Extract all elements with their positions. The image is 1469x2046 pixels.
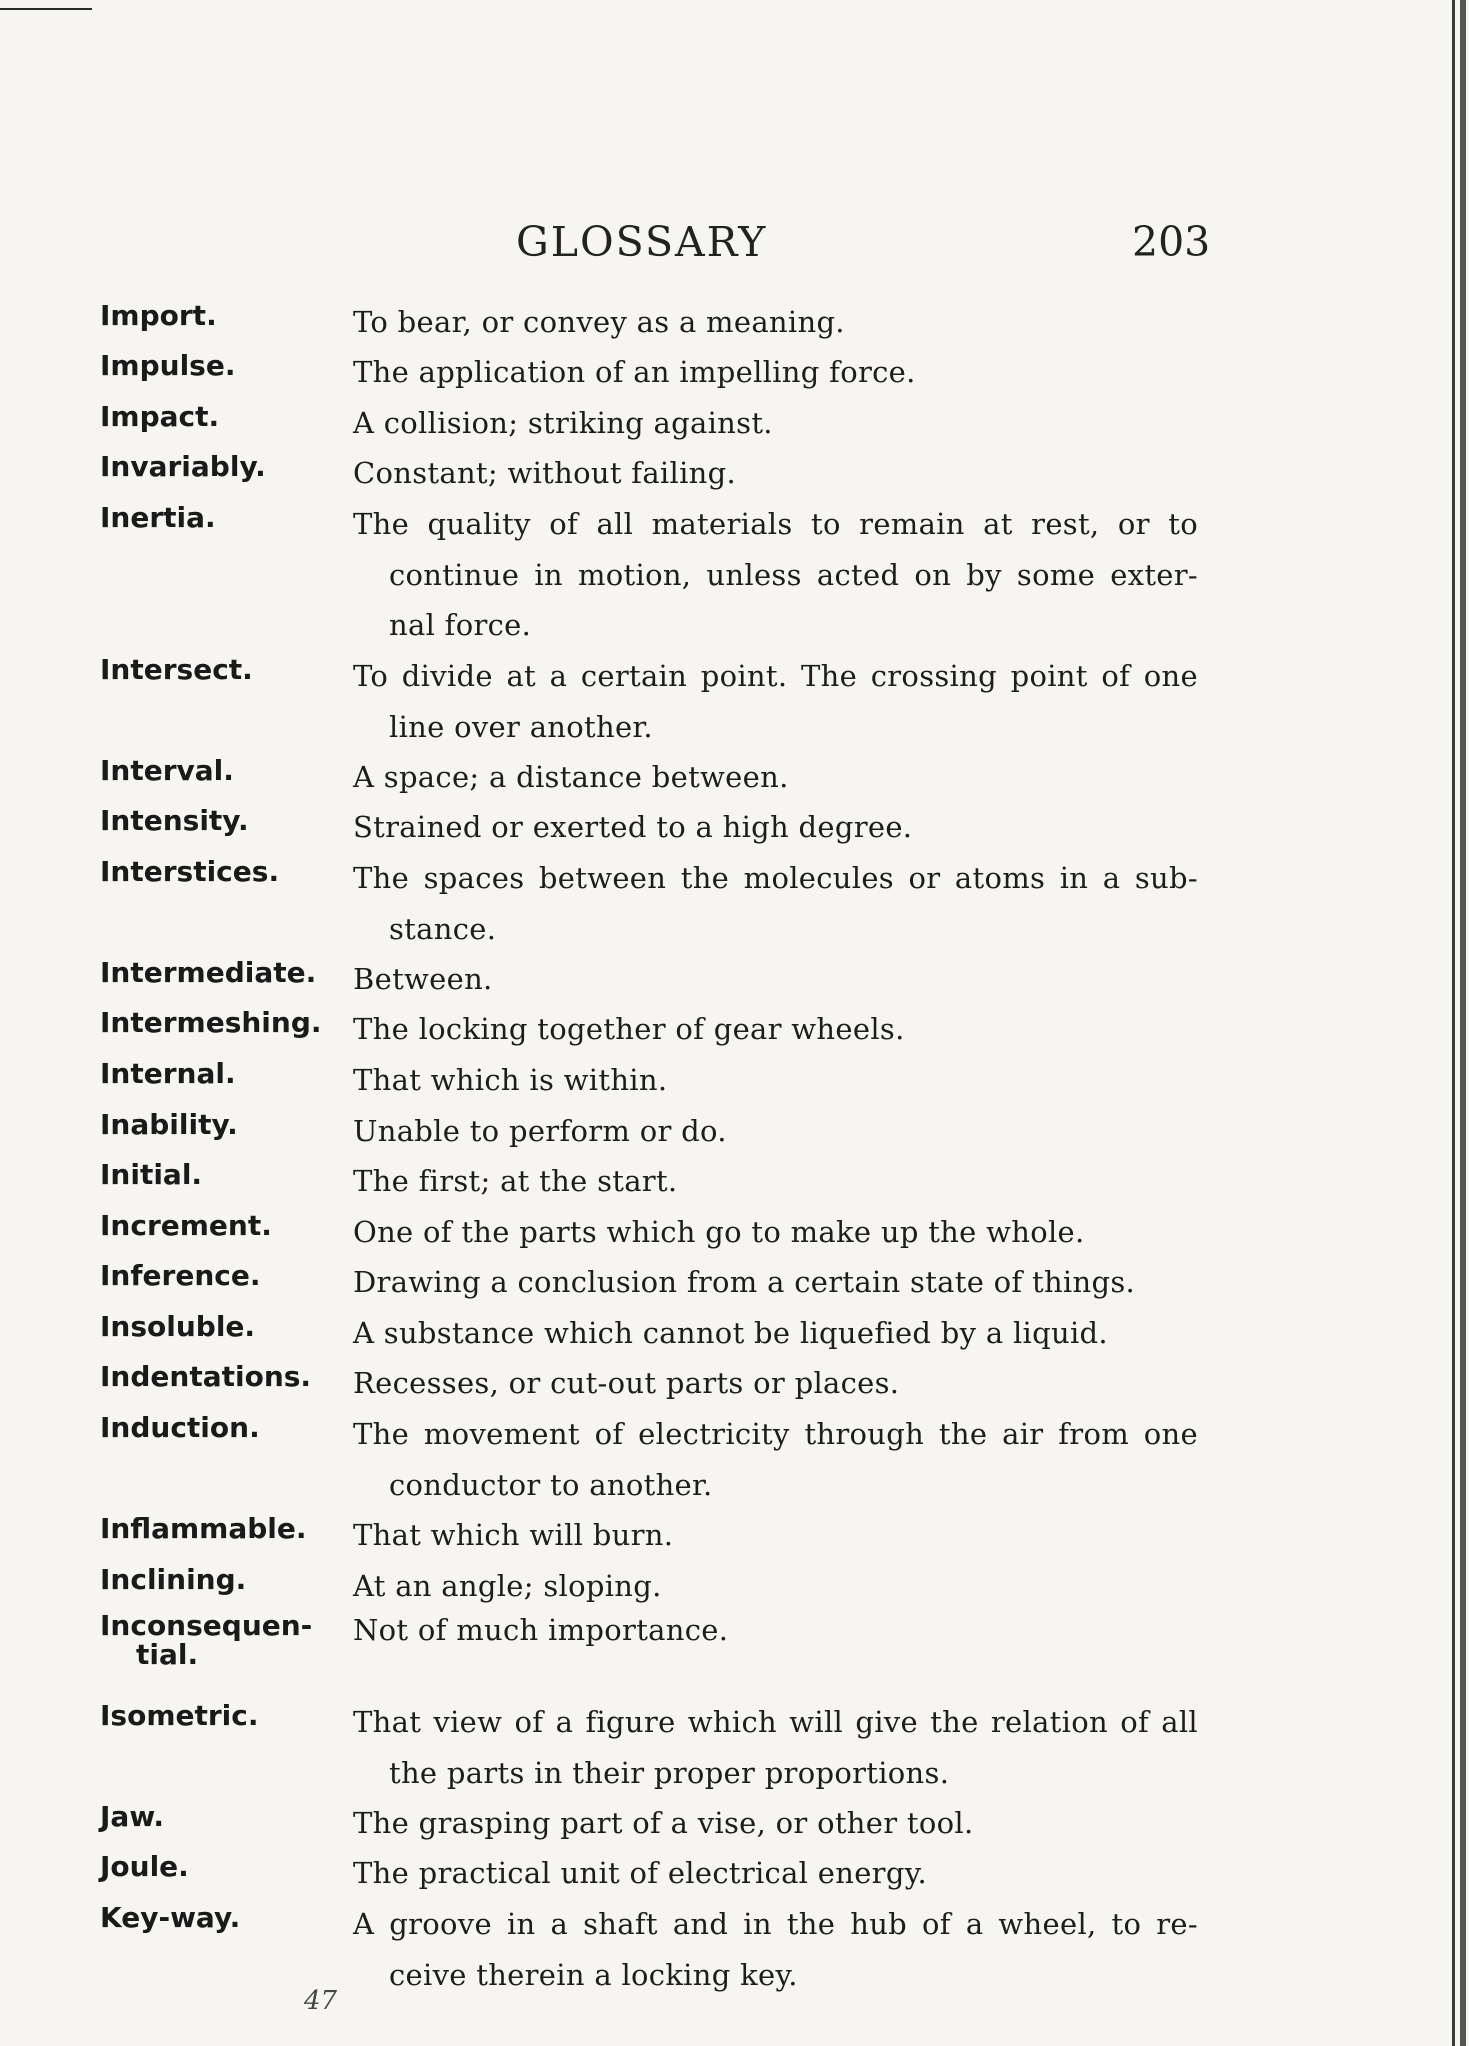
glossary-definition: Constant; without failing. [353,456,737,490]
glossary-term: Insoluble. [100,1310,256,1343]
glossary-definition: The practical unit of electrical energy. [353,1856,928,1890]
glossary-term: Induction. [100,1411,260,1444]
glossary-term: Key-way. [100,1901,241,1934]
glossary-term: Inability. [100,1108,238,1141]
glossary-term: Interval. [100,754,234,787]
glossary-definition: The grasping part of a vise, or other tool. [353,1806,974,1840]
glossary-term: Intersect. [100,653,253,686]
glossary-term: Jaw. [100,1800,165,1833]
glossary-definition: That which is within. [353,1063,668,1097]
glossary-definition: A space; a distance between. [353,760,789,794]
glossary-definition: At an angle; sloping. [353,1569,662,1603]
glossary-term: Impulse. [100,349,236,382]
glossary-definition: That view of a figure which will give the relation of all the parts in their proper proportions. [353,1705,1198,1790]
glossary-definition: The application of an impelling force. [353,355,916,389]
glossary-term: Import. [100,299,217,332]
corner-rule [0,8,92,10]
glossary-term: Inference. [100,1259,261,1292]
glossary-definition: The spaces between the molecules or atoms in a sub-stance. [353,861,1198,946]
glossary-term: Intermediate. [100,956,317,989]
glossary-definition: One of the parts which go to make up the whole. [353,1215,1085,1249]
glossary-term: Joule. [100,1850,189,1883]
glossary-term-line2: tial. [136,1638,199,1671]
running-head [0,218,1469,278]
glossary-definition: The locking together of gear wheels. [353,1012,905,1046]
glossary-term: Increment. [100,1209,272,1242]
glossary-definition: Drawing a conclusion from a certain state of things. [353,1265,1136,1299]
glossary-term: Inertia. [100,501,216,534]
binding-gutter-inner [1460,0,1466,2046]
glossary-definition: A collision; striking against. [353,406,773,440]
glossary-term: Internal. [100,1057,236,1090]
glossary-term: Intensity. [100,804,249,837]
glossary-definition: Strained or exerted to a high degree. [353,810,913,844]
binding-gutter [1452,0,1455,2046]
glossary-definition: The first; at the start. [353,1164,678,1198]
glossary-definition: That which will burn. [353,1518,674,1552]
page-title: GLOSSARY [516,218,768,266]
glossary-definition: The quality of all materials to remain at rest, or to continue in motion, unless acted on by some exter-nal force. [353,507,1198,642]
glossary-definition: Between. [353,962,493,996]
glossary-definition: A substance which cannot be liquefied by a liquid. [353,1316,1108,1350]
glossary-term-line1: Inconsequen- [100,1609,313,1642]
signature-mark: 47 [304,1986,338,2016]
glossary-term: Indentations. [100,1360,312,1393]
glossary-term: Interstices. [100,855,280,888]
glossary-definition: To bear, or convey as a meaning. [353,305,845,339]
glossary-definition: To divide at a certain point. The crossing point of one line over another. [353,659,1198,744]
glossary-term: Inflammable. [100,1512,307,1545]
glossary-definition: Not of much importance. [353,1613,729,1647]
glossary-term: Inclining. [100,1563,247,1596]
glossary-definition: The movement of electricity through the air from one conductor to another. [353,1417,1198,1502]
glossary-term [100,1611,340,1669]
glossary-term: Initial. [100,1158,203,1191]
glossary-term: Isometric. [100,1699,259,1732]
glossary-definition: Unable to perform or do. [353,1114,727,1148]
glossary-term: Invariably. [100,450,266,483]
glossary-term: Intermeshing. [100,1006,322,1039]
glossary-term: Impact. [100,400,220,433]
glossary-definition: Recesses, or cut-out parts or places. [353,1366,900,1400]
glossary-definition: A groove in a shaft and in the hub of a wheel, to re-ceive therein a locking key. [353,1907,1198,1992]
page-number: 203 [1132,218,1211,266]
